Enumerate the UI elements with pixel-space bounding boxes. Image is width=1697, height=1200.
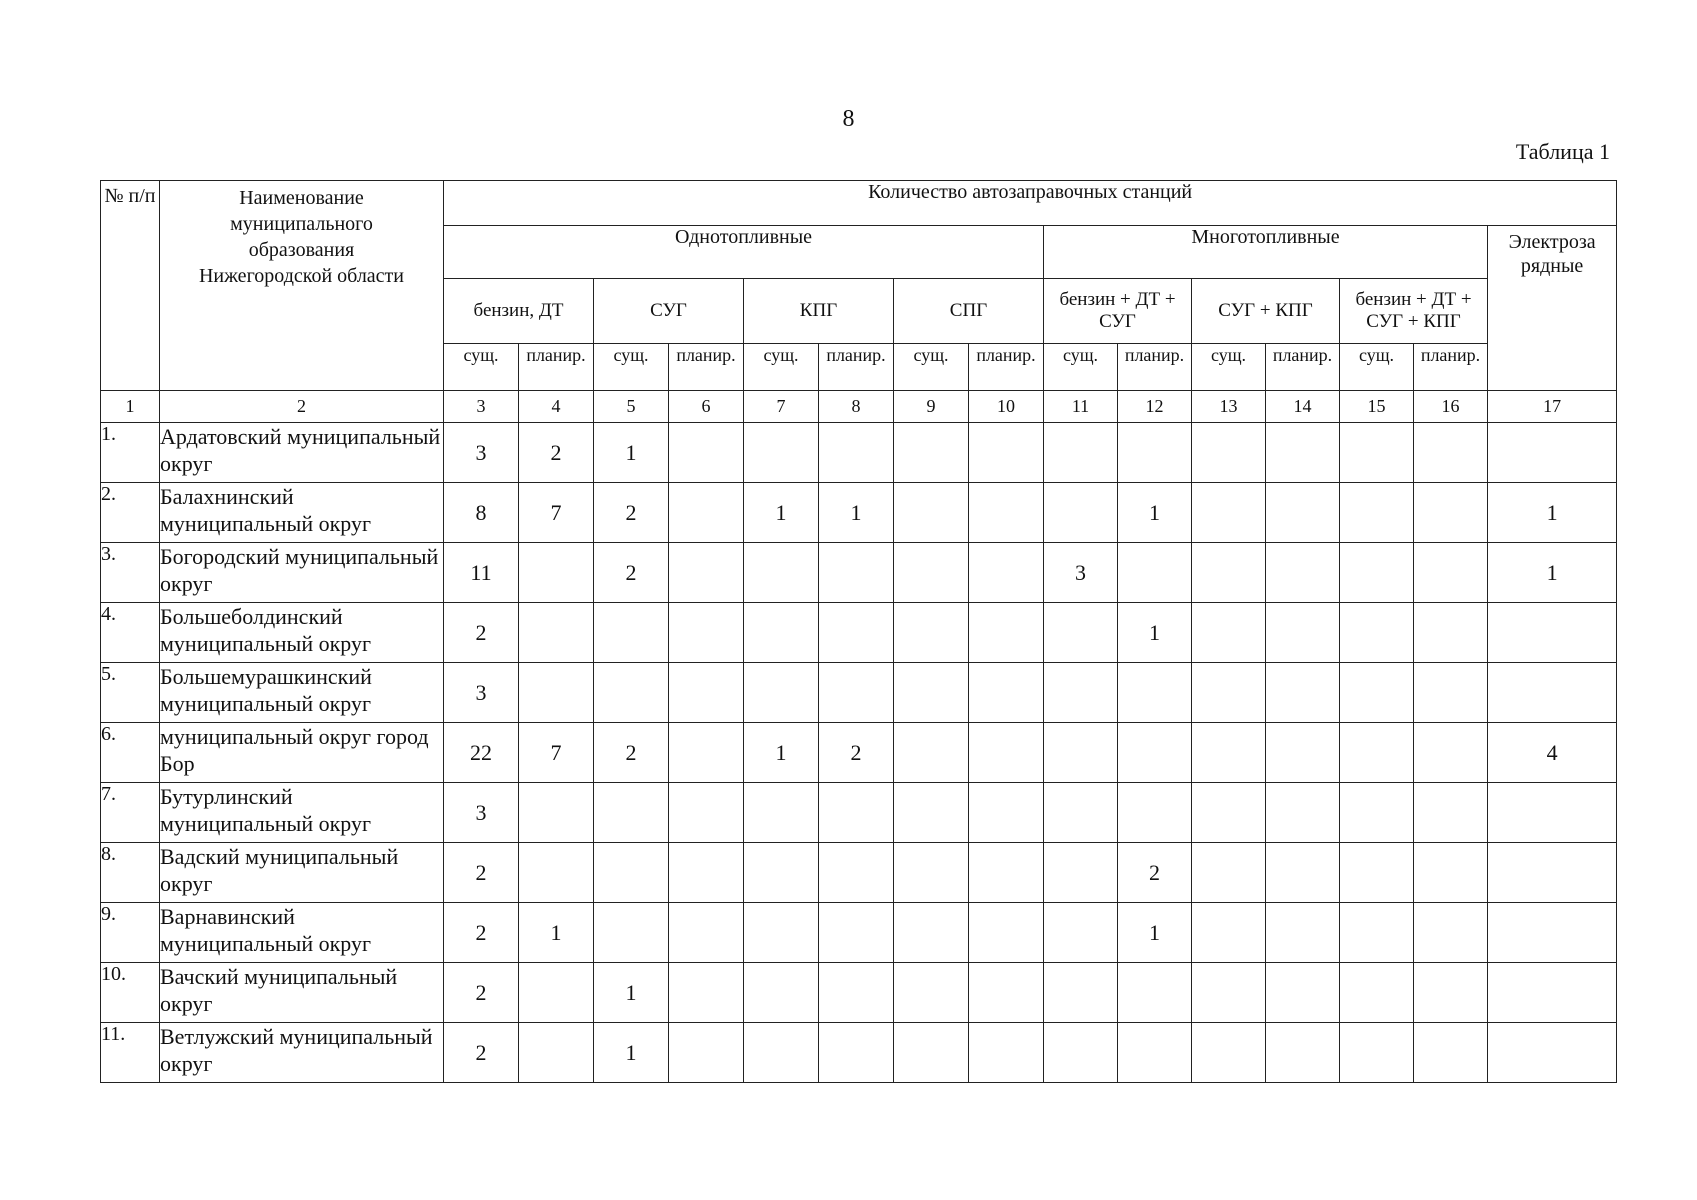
column-number: 13: [1192, 391, 1266, 423]
cell-value: [1118, 963, 1192, 1023]
cell-value: [1414, 603, 1488, 663]
cell-value: [1044, 1023, 1118, 1083]
cell-value: [1340, 963, 1414, 1023]
cell-value: [1488, 663, 1617, 723]
cell-value: [1044, 843, 1118, 903]
column-number: 10: [969, 391, 1044, 423]
cell-value: [819, 783, 894, 843]
municipality-name: Бутурлинский муниципальный округ: [160, 783, 444, 843]
cell-value: 1: [594, 423, 669, 483]
cell-value: [1192, 963, 1266, 1023]
header-exist: сущ.: [444, 344, 519, 391]
municipality-name: муниципальный округ город Бор: [160, 723, 444, 783]
cell-value: [819, 663, 894, 723]
header-fuel-type: СУГ + КПГ: [1192, 279, 1340, 344]
cell-value: [1118, 543, 1192, 603]
row-number: 2.: [101, 483, 160, 543]
cell-value: [969, 723, 1044, 783]
cell-value: 1: [594, 963, 669, 1023]
cell-value: [969, 963, 1044, 1023]
cell-value: [669, 603, 744, 663]
table-header: [101, 181, 1617, 423]
cell-value: [1266, 903, 1340, 963]
municipality-name: Ардатовский муниципальный округ: [160, 423, 444, 483]
cell-value: [1044, 723, 1118, 783]
cell-value: [744, 783, 819, 843]
row-number: 1.: [101, 423, 160, 483]
cell-value: [1488, 423, 1617, 483]
header-col-num: № п/п: [101, 181, 160, 391]
cell-value: [894, 663, 969, 723]
cell-value: [894, 603, 969, 663]
header-col-name: Наименование муниципального образования Нижегородской области: [160, 181, 444, 391]
cell-value: [1266, 723, 1340, 783]
cell-value: 1: [744, 483, 819, 543]
cell-value: [744, 1023, 819, 1083]
cell-value: [1414, 963, 1488, 1023]
header-column-numbers-row: [101, 391, 1617, 423]
cell-value: [969, 843, 1044, 903]
cell-value: [1488, 843, 1617, 903]
municipality-name: Вачский муниципальный округ: [160, 963, 444, 1023]
municipality-name: Большеболдинский муниципальный округ: [160, 603, 444, 663]
row-number: 5.: [101, 663, 160, 723]
cell-value: [1044, 663, 1118, 723]
header-fuel-type: СПГ: [894, 279, 1044, 344]
column-number: 17: [1488, 391, 1617, 423]
municipality-name: Богородский муниципальный округ: [160, 543, 444, 603]
cell-value: [894, 843, 969, 903]
cell-value: [1044, 903, 1118, 963]
cell-value: 22: [444, 723, 519, 783]
header-fuel-type: бензин + ДТ + СУГ + КПГ: [1340, 279, 1488, 344]
header-group-all: Количество автозаправочных станций: [444, 181, 1617, 226]
cell-value: 1: [594, 1023, 669, 1083]
cell-value: [1414, 483, 1488, 543]
header-plan: планир.: [519, 344, 594, 391]
cell-value: 2: [444, 1023, 519, 1083]
header-plan: планир.: [1266, 344, 1340, 391]
municipality-name: Большемурашкинский муниципальный округ: [160, 663, 444, 723]
cell-value: [1340, 603, 1414, 663]
header-group-single: Однотопливные: [444, 226, 1044, 279]
cell-value: [594, 663, 669, 723]
municipality-name: Ветлужский муниципальный округ: [160, 1023, 444, 1083]
header-group-electric: Электроза рядные: [1488, 226, 1617, 391]
cell-value: 2: [444, 903, 519, 963]
cell-value: [819, 843, 894, 903]
cell-value: [1118, 423, 1192, 483]
cell-value: [1488, 903, 1617, 963]
cell-value: [1192, 843, 1266, 903]
table-row: [101, 423, 1617, 483]
cell-value: 1: [744, 723, 819, 783]
cell-value: [819, 543, 894, 603]
cell-value: 1: [1118, 903, 1192, 963]
cell-value: 2: [519, 423, 594, 483]
cell-value: [1266, 423, 1340, 483]
cell-value: [1044, 783, 1118, 843]
row-number: 4.: [101, 603, 160, 663]
cell-value: 2: [444, 843, 519, 903]
cell-value: [1192, 423, 1266, 483]
header-plan: планир.: [969, 344, 1044, 391]
cell-value: [744, 543, 819, 603]
cell-value: [969, 663, 1044, 723]
table-row: [101, 603, 1617, 663]
cell-value: [894, 723, 969, 783]
cell-value: 7: [519, 483, 594, 543]
cell-value: [969, 783, 1044, 843]
cell-value: 1: [1488, 483, 1617, 543]
table-row: [101, 723, 1617, 783]
cell-value: [894, 423, 969, 483]
table-row: [101, 1023, 1617, 1083]
cell-value: [819, 1023, 894, 1083]
column-number: 16: [1414, 391, 1488, 423]
cell-value: 2: [444, 603, 519, 663]
header-fuel-type: СУГ: [594, 279, 744, 344]
column-number: 7: [744, 391, 819, 423]
cell-value: [1266, 783, 1340, 843]
cell-value: [894, 903, 969, 963]
cell-value: [969, 1023, 1044, 1083]
cell-value: [1044, 603, 1118, 663]
cell-value: [1340, 723, 1414, 783]
cell-value: [744, 423, 819, 483]
column-number: 15: [1340, 391, 1414, 423]
cell-value: [669, 903, 744, 963]
cell-value: 3: [444, 663, 519, 723]
cell-value: [1044, 963, 1118, 1023]
header-group-multi: Многотопливные: [1044, 226, 1488, 279]
gas-stations-table: [100, 180, 1617, 1083]
cell-value: [969, 543, 1044, 603]
cell-value: 2: [594, 723, 669, 783]
row-number: 11.: [101, 1023, 160, 1083]
cell-value: [669, 783, 744, 843]
cell-value: 1: [1118, 603, 1192, 663]
cell-value: [969, 423, 1044, 483]
cell-value: [1266, 843, 1340, 903]
row-number: 6.: [101, 723, 160, 783]
table-row: [101, 483, 1617, 543]
municipality-name: Балахнинский муниципальный округ: [160, 483, 444, 543]
cell-value: [819, 963, 894, 1023]
cell-value: 2: [819, 723, 894, 783]
cell-value: [519, 783, 594, 843]
cell-value: [1266, 603, 1340, 663]
cell-value: [819, 903, 894, 963]
cell-value: [1340, 543, 1414, 603]
header-plan: планир.: [819, 344, 894, 391]
header-exist: сущ.: [594, 344, 669, 391]
table-caption: Таблица 1: [1515, 139, 1610, 164]
cell-value: [1414, 843, 1488, 903]
table-row: [101, 843, 1617, 903]
cell-value: [1266, 543, 1340, 603]
cell-value: [1340, 423, 1414, 483]
cell-value: [1266, 1023, 1340, 1083]
cell-value: 2: [1118, 843, 1192, 903]
header-exist: сущ.: [1192, 344, 1266, 391]
cell-value: [1414, 423, 1488, 483]
cell-value: 1: [519, 903, 594, 963]
cell-value: [894, 543, 969, 603]
cell-value: [1414, 783, 1488, 843]
cell-value: [1118, 723, 1192, 783]
cell-value: [819, 423, 894, 483]
cell-value: 3: [444, 423, 519, 483]
cell-value: [1118, 783, 1192, 843]
cell-value: [1192, 603, 1266, 663]
cell-value: [669, 543, 744, 603]
cell-value: [669, 663, 744, 723]
cell-value: 3: [1044, 543, 1118, 603]
table-body: [101, 423, 1617, 1083]
column-number: 6: [669, 391, 744, 423]
cell-value: [519, 663, 594, 723]
cell-value: [669, 843, 744, 903]
cell-value: [1266, 963, 1340, 1023]
municipality-name: Вадский муниципальный округ: [160, 843, 444, 903]
cell-value: [1340, 903, 1414, 963]
cell-value: [1192, 783, 1266, 843]
cell-value: [969, 603, 1044, 663]
cell-value: 2: [594, 483, 669, 543]
cell-value: [1414, 723, 1488, 783]
cell-value: [1340, 663, 1414, 723]
cell-value: [1414, 663, 1488, 723]
cell-value: [669, 723, 744, 783]
cell-value: [519, 963, 594, 1023]
cell-value: [1340, 483, 1414, 543]
cell-value: [594, 603, 669, 663]
cell-value: [894, 963, 969, 1023]
header-plan: планир.: [669, 344, 744, 391]
cell-value: [1192, 723, 1266, 783]
cell-value: [1414, 543, 1488, 603]
cell-value: [744, 663, 819, 723]
column-number: 12: [1118, 391, 1192, 423]
cell-value: [744, 603, 819, 663]
cell-value: [1044, 423, 1118, 483]
cell-value: [519, 1023, 594, 1083]
row-number: 3.: [101, 543, 160, 603]
cell-value: [594, 783, 669, 843]
cell-value: [1192, 663, 1266, 723]
header-exist: сущ.: [894, 344, 969, 391]
cell-value: [669, 963, 744, 1023]
row-number: 7.: [101, 783, 160, 843]
table-row: [101, 963, 1617, 1023]
column-number: 9: [894, 391, 969, 423]
cell-value: [1488, 963, 1617, 1023]
row-number: 10.: [101, 963, 160, 1023]
column-number: 3: [444, 391, 519, 423]
cell-value: [1192, 543, 1266, 603]
cell-value: [1266, 663, 1340, 723]
cell-value: [1488, 603, 1617, 663]
cell-value: [519, 843, 594, 903]
cell-value: 3: [444, 783, 519, 843]
cell-value: 7: [519, 723, 594, 783]
cell-value: [594, 843, 669, 903]
cell-value: [894, 1023, 969, 1083]
cell-value: [744, 903, 819, 963]
cell-value: [1044, 483, 1118, 543]
cell-value: [1192, 903, 1266, 963]
cell-value: [744, 843, 819, 903]
cell-value: 2: [444, 963, 519, 1023]
cell-value: [1192, 483, 1266, 543]
table-row: [101, 663, 1617, 723]
cell-value: [819, 603, 894, 663]
table-row: [101, 543, 1617, 603]
cell-value: [1414, 903, 1488, 963]
cell-value: 4: [1488, 723, 1617, 783]
cell-value: [1340, 783, 1414, 843]
cell-value: [1266, 483, 1340, 543]
municipality-name: Варнавинский муниципальный округ: [160, 903, 444, 963]
cell-value: [1118, 1023, 1192, 1083]
row-number: 8.: [101, 843, 160, 903]
cell-value: [1340, 843, 1414, 903]
cell-value: [519, 603, 594, 663]
cell-value: [1488, 783, 1617, 843]
header-fuel-type: КПГ: [744, 279, 894, 344]
cell-value: 1: [1488, 543, 1617, 603]
cell-value: [669, 1023, 744, 1083]
cell-value: [519, 543, 594, 603]
cell-value: [1340, 1023, 1414, 1083]
cell-value: [969, 903, 1044, 963]
column-number: 1: [101, 391, 160, 423]
cell-value: [669, 483, 744, 543]
cell-value: 1: [819, 483, 894, 543]
column-number: 4: [519, 391, 594, 423]
cell-value: [744, 963, 819, 1023]
header-fuel-type: бензин, ДТ: [444, 279, 594, 344]
page-number: 8: [842, 106, 855, 132]
cell-value: [894, 483, 969, 543]
column-number: 2: [160, 391, 444, 423]
table-row: [101, 903, 1617, 963]
table-row: [101, 783, 1617, 843]
cell-value: [969, 483, 1044, 543]
column-number: 14: [1266, 391, 1340, 423]
header-exist: сущ.: [1340, 344, 1414, 391]
column-number: 5: [594, 391, 669, 423]
header-plan: планир.: [1414, 344, 1488, 391]
cell-value: [1488, 1023, 1617, 1083]
cell-value: [1192, 1023, 1266, 1083]
cell-value: [1414, 1023, 1488, 1083]
header-exist: сущ.: [1044, 344, 1118, 391]
cell-value: 2: [594, 543, 669, 603]
cell-value: 1: [1118, 483, 1192, 543]
cell-value: [894, 783, 969, 843]
cell-value: [1118, 663, 1192, 723]
cell-value: 11: [444, 543, 519, 603]
row-number: 9.: [101, 903, 160, 963]
cell-value: 8: [444, 483, 519, 543]
column-number: 11: [1044, 391, 1118, 423]
header-plan: планир.: [1118, 344, 1192, 391]
column-number: 8: [819, 391, 894, 423]
cell-value: [669, 423, 744, 483]
header-fuel-type: бензин + ДТ + СУГ: [1044, 279, 1192, 344]
cell-value: [594, 903, 669, 963]
header-exist: сущ.: [744, 344, 819, 391]
